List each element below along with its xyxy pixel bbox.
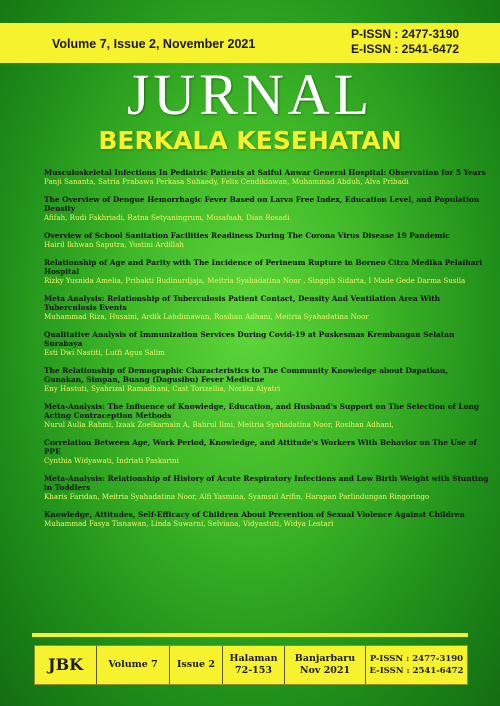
footer-pages: [223, 646, 285, 684]
article-authors: Kharis Faridan, Meitria Syahadatina Noor, Alfi Yasmina, Syamsul Arifin, Harapan Parlindungan Ringoringo: [44, 492, 430, 501]
issn-block: [351, 27, 459, 57]
article-item: [44, 438, 489, 465]
article-title: Meta-Analysis: Relationship of History of Acute Respiratory Infections and Low Birth Weight with Stunting in Toddlers: [44, 474, 489, 492]
city-text: Banjarbaru: [294, 653, 356, 664]
article-title: The Relationship of Demographic Characteristics to The Community Knowledge about Dapatkan, Gunakan, Simpan, Buang (Dagusibu) Fever Medicine: [44, 366, 448, 384]
article-title: Meta-Analysis: The Influence of Knowledge, Education, and Husband's Support on The Selection of Long Acting Contraception Methods: [44, 402, 480, 420]
article-item: [44, 510, 489, 528]
article-list: [44, 168, 489, 537]
article-title: Overview of School Sanitation Facilities Readiness During The Corona Virus Disease 19 Pandemic: [44, 231, 450, 240]
article-authors: Nurul Aulia Rahmi, Izaak Zoelkarnain A, Bahrul Ilmi, Meitria Syahadatina Noor, Rosihan Adhani,: [44, 420, 394, 429]
footer-volume: [97, 646, 170, 684]
article-title: Qualitative Analysis of Immunization Services During Covid-19 at Puskesmas Krembangan Selatan Surabaya: [44, 330, 455, 348]
footer-issn: [366, 646, 467, 684]
volume-text: Volume 7: [108, 659, 158, 670]
article-title: Meta Analysis: Relationship of Tuberculosis Patient Contact, Density And Ventilation Area With Tuberculosis Events: [44, 294, 441, 312]
article-title: Relationship of Age and Parity with The Incidence of Perineum Rupture in Borneo Citra Medika Pelaihari Hospital: [44, 258, 483, 276]
article-title: Knowledge, Attitudes, Self-Efficacy of Children About Prevention of Sexual Violence Against Children: [44, 510, 465, 519]
footer-issue: [170, 646, 223, 684]
article-item: [44, 195, 489, 222]
pages-label: Halaman: [229, 653, 278, 664]
issue-info: Volume 7, Issue 2, November 2021: [52, 37, 256, 51]
article-authors: Rizky Yusnida Amelia, Pribakti Budinurdjaja, Meitria Syahadatina Noor , Singgih Sidarta, I Made Gede Darma Susila: [44, 276, 466, 285]
abbr-text: JBK: [48, 655, 83, 674]
article-title: Correlation Between Age, Work Period, Knowledge, and Attitude's Workers With Behavior on The Use of PPE: [44, 438, 477, 456]
article-item: [44, 474, 489, 501]
article-authors: Muhammad Fasya Tisnawan, Linda Suwarni, Selviana, Vidyastuti, Widya Lestari: [44, 519, 334, 528]
article-authors: Eny Hastuti, Syahrizal Ramadhani, Cast Torizellia, Norlita Alyatri: [44, 384, 281, 393]
journal-title: JURNAL: [126, 62, 374, 127]
article-item: [44, 330, 489, 357]
p-issn: P-ISSN : 2477-3190: [351, 27, 460, 41]
journal-subtitle: BERKALA KESEHATAN: [98, 126, 402, 155]
article-item: [44, 231, 489, 249]
article-authors: Panji Sananta, Satria Prabawa Perkasa Suhaedy, Felix Cendikiawan, Muhammad Abduh, Alva Pribadi: [44, 177, 409, 186]
footer-info-bar: [34, 645, 468, 685]
article-authors: Afifah, Rudi Fakhriadi, Ratna Setyaningrum, Musafaah, Dian Rosadi: [44, 213, 290, 222]
article-title: The Overview of Dengue Hemorrhagic Fever Based on Larva Free Index, Education Level, and Population Density: [44, 195, 480, 213]
issue-text: Issue 2: [176, 659, 215, 670]
footer-place-date: [285, 646, 366, 684]
article-title: Musculoskeletal Infections In Pediatric Patients at Saiful Anwar General Hospital: Observation for 5 Years: [44, 168, 486, 177]
footer-p-issn: P-ISSN : 2477-3190: [369, 654, 464, 664]
article-item: [44, 366, 489, 393]
footer-e-issn: E-ISSN : 2541-6472: [369, 666, 464, 676]
pages-range: 72-153: [235, 665, 272, 676]
article-authors: Muhammad Riza, Husaini, Ardik Lahdimawan, Rosihan Adhani, Meitria Syahadatina Noor: [44, 312, 369, 321]
article-item: [44, 402, 489, 429]
bottom-divider: [32, 633, 468, 637]
date-text: Nov 2021: [299, 665, 351, 676]
article-item: [44, 294, 489, 321]
article-item: [44, 258, 489, 285]
e-issn: E-ISSN : 2541-6472: [351, 42, 460, 56]
footer-abbr: [35, 646, 97, 684]
article-authors: Esti Dwi Nastiti, Lutfi Agus Salim: [44, 348, 165, 357]
article-authors: Hairil Ikhwan Saputra, Yustini Ardillah: [44, 240, 184, 249]
article-item: [44, 168, 489, 186]
article-authors: Cynthia Widyawati, Indriati Paskarini: [44, 456, 179, 465]
